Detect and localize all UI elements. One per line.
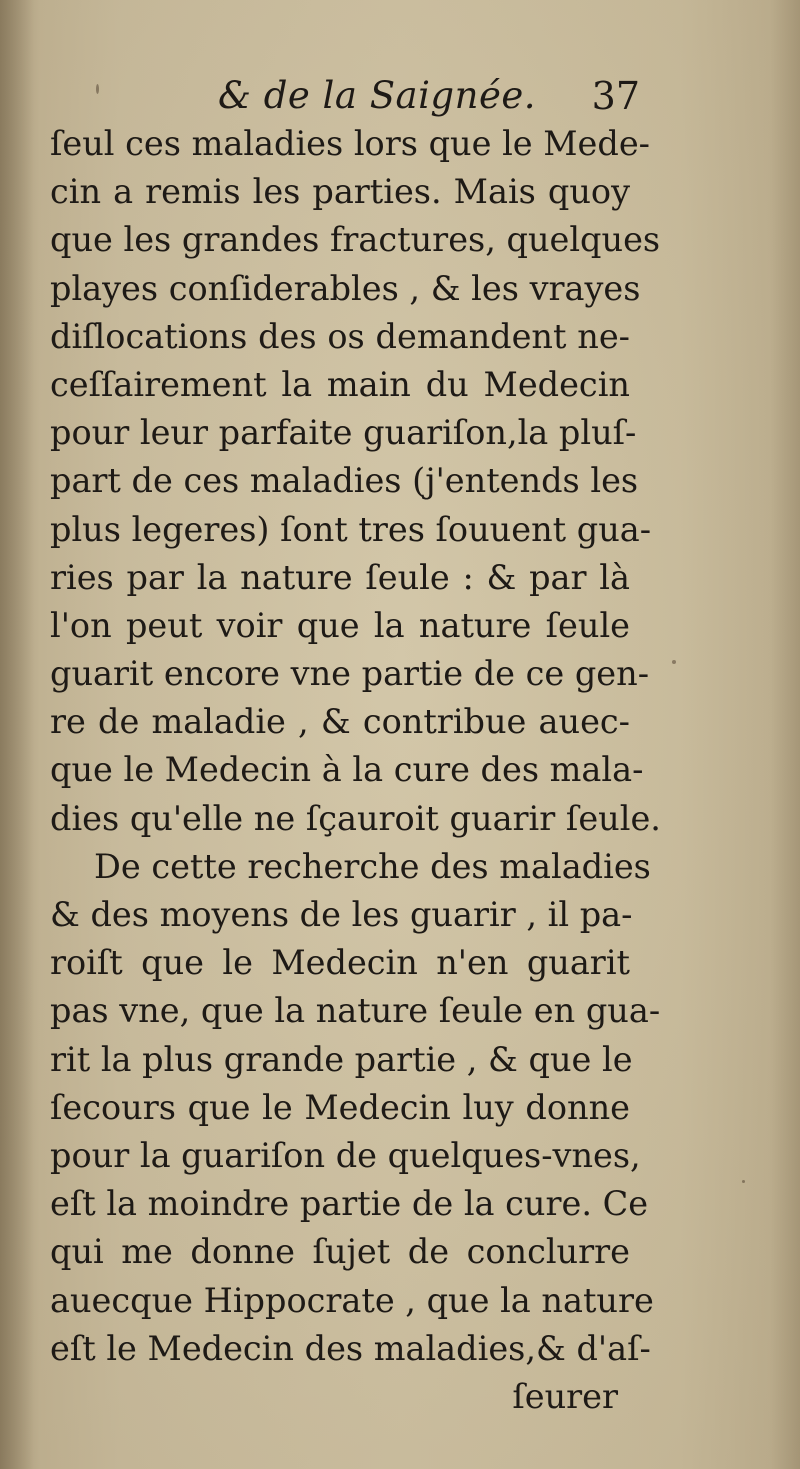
paper-speck bbox=[96, 84, 99, 94]
text-line: ſeul ces maladies lors que le Mede- bbox=[50, 124, 650, 163]
text-line: roiſt que le Medecin n'en guarit bbox=[50, 943, 630, 983]
paper-speck bbox=[672, 660, 676, 664]
text-line: qui me donne ſujet de conclurre bbox=[50, 1232, 630, 1272]
text-line: dies qu'elle ne ſçauroit guarir ſeule. bbox=[50, 798, 661, 838]
text-line: ſecours que le Medecin luy donne bbox=[50, 1087, 630, 1127]
text-line: diſlocations des os demandent ne- bbox=[50, 316, 630, 356]
text-line: plus legeres) ſont tres ſouuent gua- bbox=[50, 509, 652, 549]
text-line: l'on peut voir que la nature ſeule bbox=[50, 605, 630, 645]
text-line: ceſſairement la main du Medecin bbox=[50, 364, 630, 404]
text-line: que les grandes fractures, quelques bbox=[50, 220, 661, 260]
paper-speck bbox=[742, 1180, 745, 1183]
catchword: ſeurer bbox=[512, 1376, 618, 1416]
text-line: pour la guariſon de quelques-vnes, bbox=[50, 1135, 641, 1175]
paragraph-first-line: De cette recherche des maladies bbox=[94, 846, 651, 886]
text-line: pas vne, que la nature ſeule en gua- bbox=[50, 991, 661, 1031]
text-line: re de maladie , & contribue auec- bbox=[50, 702, 630, 742]
text-line: eſt la moindre partie de la cure. Ce bbox=[50, 1184, 649, 1224]
text-line: auecque Hippocrate , que la nature bbox=[50, 1280, 654, 1320]
text-line: cin a remis les parties. Mais quoy bbox=[50, 172, 630, 212]
text-line: que le Medecin à la cure des mala- bbox=[50, 750, 644, 790]
text-line: guarit encore vne partie de ce gen- bbox=[50, 654, 650, 694]
body-text bbox=[50, 120, 661, 1421]
gutter-shadow bbox=[0, 0, 34, 1469]
text-line: playes conſiderables , & les vrayes bbox=[50, 268, 641, 308]
text-line: rit la plus grande partie , & que le bbox=[50, 1039, 633, 1079]
paper-speck bbox=[60, 1340, 63, 1343]
text-line: ries par la nature ſeule : & par là bbox=[50, 557, 630, 597]
text-line: part de ces maladies (j'entends les bbox=[50, 461, 639, 501]
page-number: 37 bbox=[591, 74, 640, 118]
running-title: & de la Saignée. bbox=[218, 74, 537, 117]
text-line: pour leur parfaite guariſon,la pluſ- bbox=[50, 413, 637, 453]
text-line: & des moyens de les guarir , il pa- bbox=[50, 895, 633, 934]
text-line: eſt le Medecin des maladies,& d'aſ- bbox=[50, 1328, 651, 1368]
